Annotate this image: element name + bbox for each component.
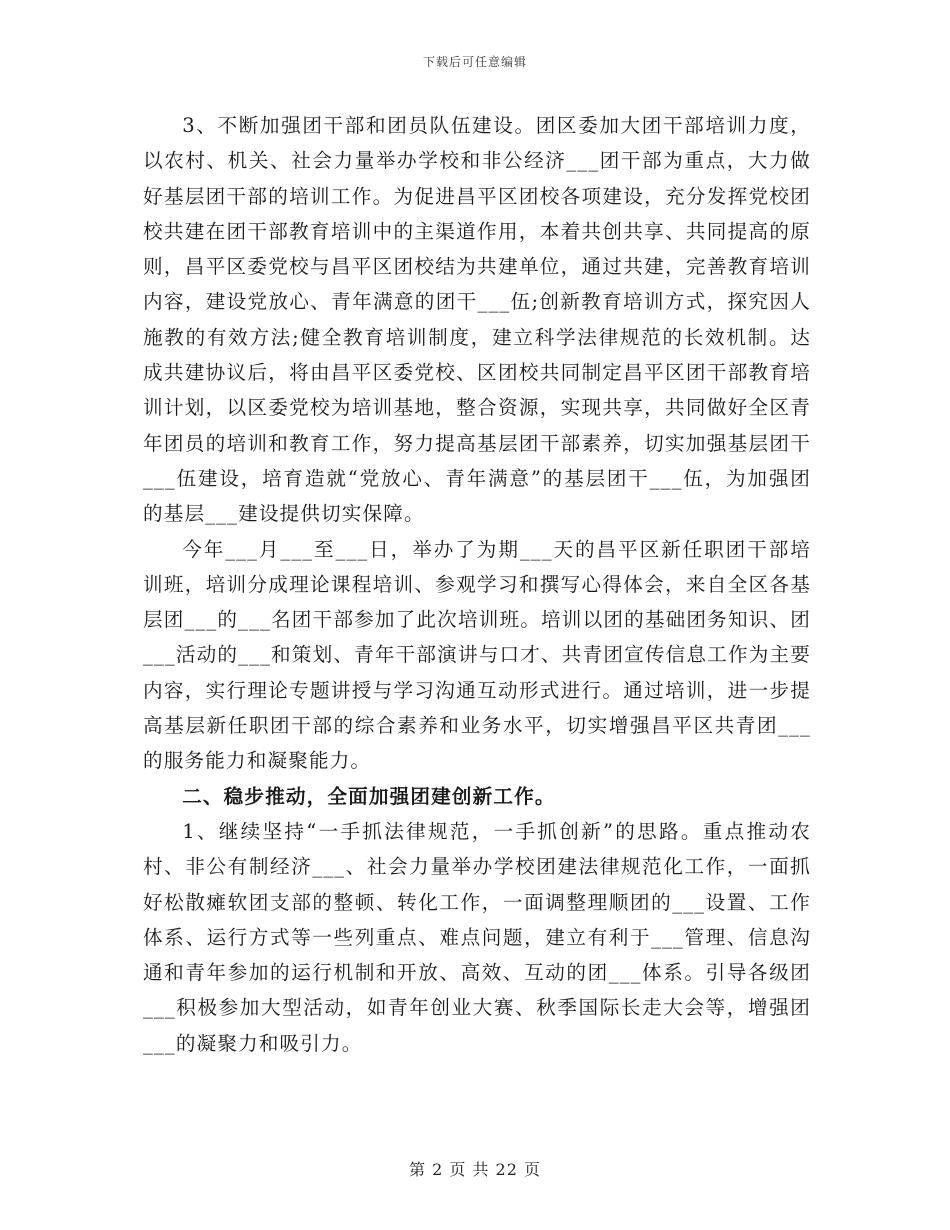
- paragraph-team-building: 3、不断加强团干部和团员队伍建设。团区委加大团干部培训力度，以农村、机关、社会力量举办学校和非公经济___团干部为重点，大力做好基层团干部的培训工作。为促进昌平区团校各项建设，充分发挥党校团校共建在团干部教育培训中的主渠道作用，本着共创共享、共同提高的原则，昌平区委党校与昌平区团校结为共建单位，通过共建，完善教育培训内容，建设党放心、青年满意的团干___伍;创新教育培训方式，探究因人施教的有效方法;健全教育培训制度，建立科学法律规范的长效机制。达成共建协议后，将由昌平区委党校、区团校共同制定昌平区团干部教育培训计划，以区委党校为培训基地，整合资源，实现共享，共同做好全区青年团员的培训和教育工作，努力提高基层团干部素养，切实加强基层团干___伍建设，培育造就“党放心、青年满意”的基层团干___伍，为加强团的基层___建设提供切实保障。: [143, 114, 811, 526]
- page-header: 下载后可任意编辑: [422, 55, 527, 69]
- document-body: [143, 108, 811, 1061]
- section-heading: 二、稳步推动，全面加强团建创新工作。: [182, 784, 556, 808]
- paragraph-training-class: 今年___月___至___日，举办了为期___天的昌平区新任职团干部培训班，培训分成理论课程培训、参观学习和撰写心得体会，来自全区各基层团___的___名团干部参加了此次培训班。培训以团的基础团务知识、团___活动的___和策划、青年干部演讲与口才、共青团宣传信息工作为主要内容，实行理论专题讲授与学习沟通互动形式进行。通过培训，进一步提高基层新任职团干部的综合素养和业务水平，切实增强昌平区共青团___的服务能力和凝聚能力。: [143, 537, 811, 773]
- page-footer: 第 2 页 共 22 页: [409, 1160, 541, 1179]
- paragraph-innovation: 1、继续坚持“一手抓法律规范，一手抓创新”的思路。重点推动农村、非公有制经济___、社会力量举办学校团建法律规范化工作，一面抓好松散瘫软团支部的整顿、转化工作，一面调整理顺团的___设置、工作体系、运行方式等一些列重点、难点问题，建立有利于___管理、信息沟通和青年参加的运行机制和开放、高效、互动的团___体系。引导各级团___积极参加大型活动，如青年创业大赛、秋季国际长走大会等，增强团___的凝聚力和吸引力。: [143, 819, 811, 1055]
